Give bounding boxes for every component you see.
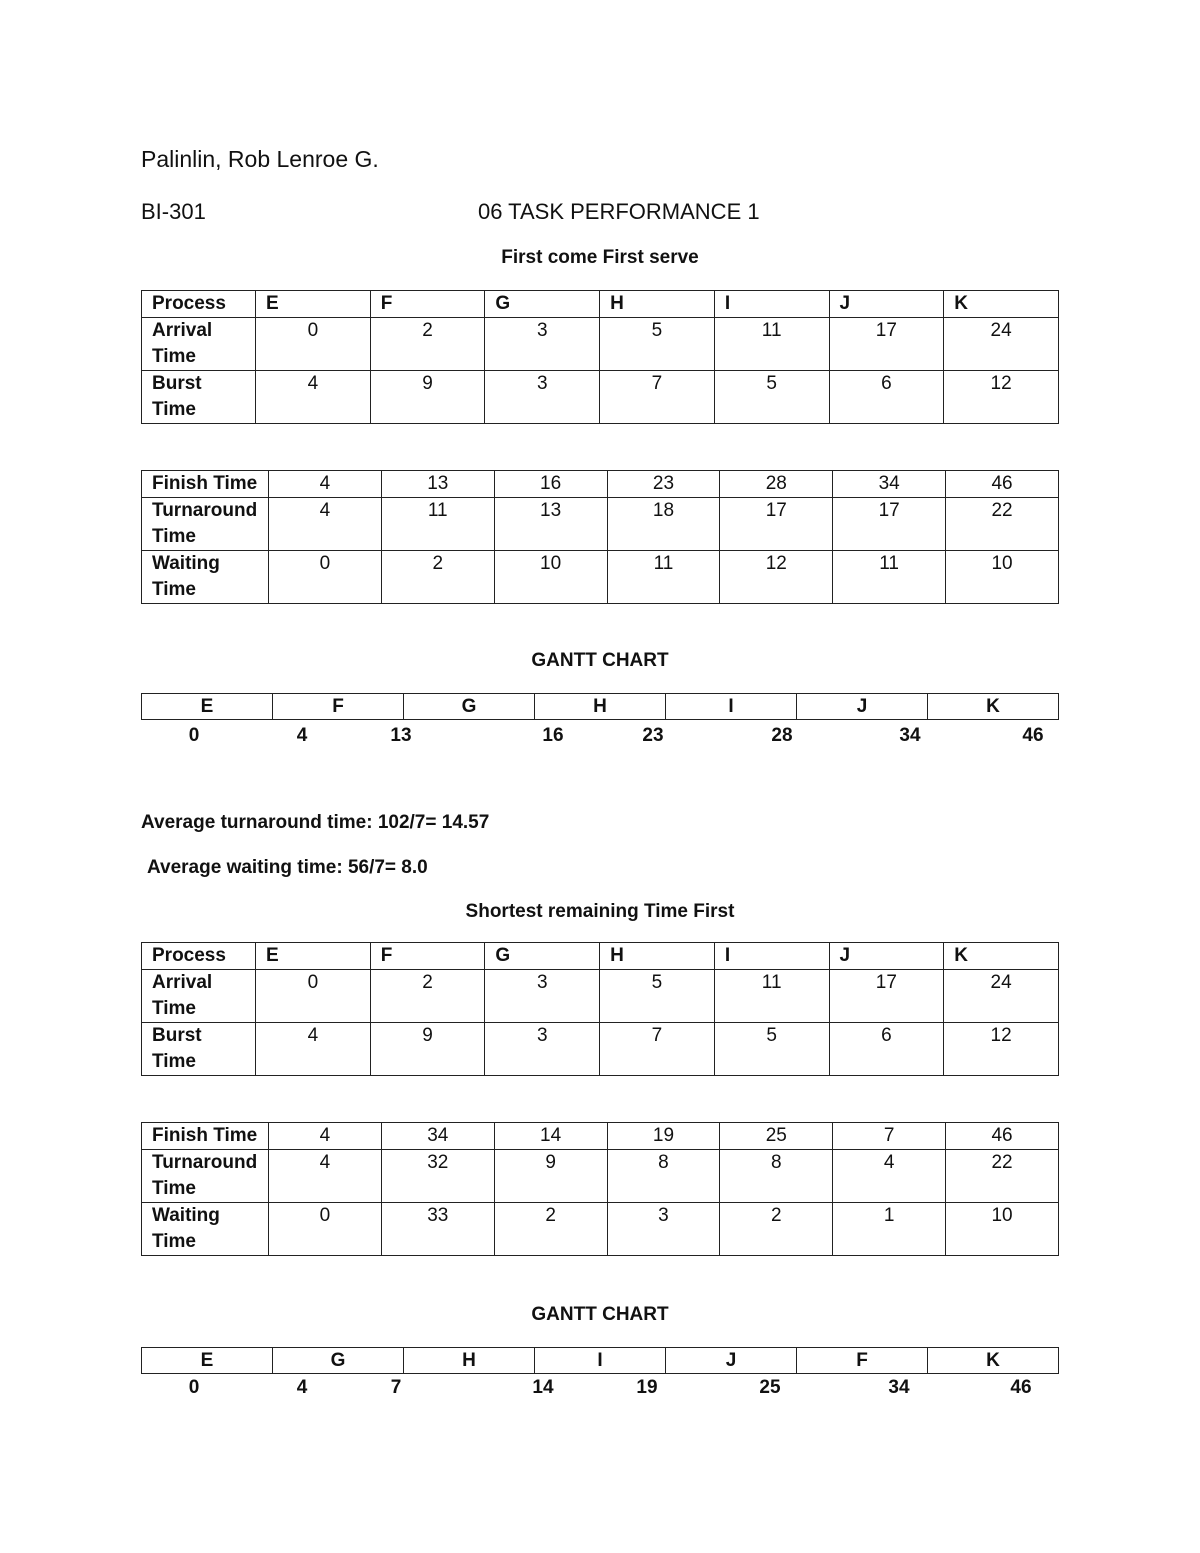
gantt-time-label: 4 bbox=[296, 1377, 308, 1398]
turnaround-cell: 22 bbox=[946, 1150, 1059, 1203]
waiting-cell: 10 bbox=[946, 551, 1059, 604]
gantt-row bbox=[142, 1348, 1059, 1374]
gantt-time-label: 13 bbox=[390, 725, 412, 746]
row-label: Waiting Time bbox=[142, 1203, 269, 1256]
fcfs-result-table bbox=[141, 470, 1059, 604]
gantt-time-label: 46 bbox=[1022, 725, 1044, 746]
gantt-process: G bbox=[273, 1348, 404, 1374]
burst-cell: 3 bbox=[485, 1023, 600, 1076]
table-row bbox=[142, 498, 1059, 551]
burst-cell: 7 bbox=[600, 371, 715, 424]
waiting-cell: 33 bbox=[381, 1203, 494, 1256]
burst-cell: 9 bbox=[370, 371, 485, 424]
finish-cell: 34 bbox=[381, 1123, 494, 1150]
waiting-cell: 2 bbox=[494, 1203, 607, 1256]
avg-turnaround: Average turnaround time: 102/7= 14.57 bbox=[141, 812, 490, 833]
turnaround-cell: 17 bbox=[833, 498, 946, 551]
gantt-time-label: 14 bbox=[532, 1377, 554, 1398]
gantt-time-label: 34 bbox=[888, 1377, 910, 1398]
turnaround-cell: 22 bbox=[946, 498, 1059, 551]
row-label: Arrival Time bbox=[142, 318, 256, 371]
arrival-cell: 0 bbox=[256, 970, 371, 1023]
table-row bbox=[142, 943, 1059, 970]
row-label: Finish Time bbox=[142, 1123, 269, 1150]
waiting-cell: 11 bbox=[607, 551, 720, 604]
turnaround-cell: 32 bbox=[381, 1150, 494, 1203]
burst-cell: 12 bbox=[944, 1023, 1059, 1076]
table-row bbox=[142, 1023, 1059, 1076]
gantt-process: H bbox=[535, 694, 666, 720]
process-cell: E bbox=[256, 291, 371, 318]
burst-cell: 9 bbox=[370, 1023, 485, 1076]
row-label: Burst Time bbox=[142, 1023, 256, 1076]
finish-cell: 23 bbox=[607, 471, 720, 498]
burst-cell: 7 bbox=[600, 1023, 715, 1076]
waiting-cell: 3 bbox=[607, 1203, 720, 1256]
student-name: Palinlin, Rob Lenroe G. bbox=[141, 146, 379, 172]
arrival-cell: 2 bbox=[370, 970, 485, 1023]
gantt-time-label: 34 bbox=[899, 725, 921, 746]
arrival-cell: 3 bbox=[485, 318, 600, 371]
turnaround-cell: 9 bbox=[494, 1150, 607, 1203]
table-row bbox=[142, 970, 1059, 1023]
srtf-gantt-title: GANTT CHART bbox=[531, 1304, 669, 1325]
gantt-process: F bbox=[797, 1348, 928, 1374]
arrival-cell: 5 bbox=[600, 318, 715, 371]
finish-cell: 46 bbox=[946, 471, 1059, 498]
gantt-process: I bbox=[666, 694, 797, 720]
table-row bbox=[142, 1203, 1059, 1256]
row-label: Arrival Time bbox=[142, 970, 256, 1023]
burst-cell: 5 bbox=[714, 1023, 829, 1076]
gantt-process: J bbox=[666, 1348, 797, 1374]
finish-cell: 7 bbox=[833, 1123, 946, 1150]
fcfs-gantt-title: GANTT CHART bbox=[531, 650, 669, 671]
turnaround-cell: 18 bbox=[607, 498, 720, 551]
arrival-cell: 17 bbox=[829, 318, 944, 371]
gantt-time-label: 4 bbox=[296, 725, 308, 746]
turnaround-cell: 17 bbox=[720, 498, 833, 551]
process-cell: K bbox=[944, 291, 1059, 318]
waiting-cell: 2 bbox=[381, 551, 494, 604]
burst-cell: 4 bbox=[256, 371, 371, 424]
process-cell: G bbox=[485, 943, 600, 970]
srtf-input-table bbox=[141, 942, 1059, 1076]
waiting-cell: 1 bbox=[833, 1203, 946, 1256]
gantt-time-label: 19 bbox=[636, 1377, 658, 1398]
turnaround-cell: 8 bbox=[607, 1150, 720, 1203]
gantt-process: J bbox=[797, 694, 928, 720]
row-label: Finish Time bbox=[142, 471, 269, 498]
process-cell: F bbox=[370, 943, 485, 970]
table-row bbox=[142, 291, 1059, 318]
row-label: Waiting Time bbox=[142, 551, 269, 604]
waiting-cell: 0 bbox=[269, 551, 382, 604]
process-cell: K bbox=[944, 943, 1059, 970]
section-code: BI-301 bbox=[141, 199, 206, 224]
process-cell: H bbox=[600, 943, 715, 970]
burst-cell: 6 bbox=[829, 1023, 944, 1076]
finish-cell: 14 bbox=[494, 1123, 607, 1150]
process-cell: G bbox=[485, 291, 600, 318]
burst-cell: 4 bbox=[256, 1023, 371, 1076]
gantt-process: K bbox=[928, 1348, 1059, 1374]
waiting-cell: 2 bbox=[720, 1203, 833, 1256]
arrival-cell: 11 bbox=[714, 970, 829, 1023]
turnaround-cell: 4 bbox=[833, 1150, 946, 1203]
gantt-process: H bbox=[404, 1348, 535, 1374]
waiting-cell: 0 bbox=[269, 1203, 382, 1256]
process-cell: J bbox=[829, 943, 944, 970]
waiting-cell: 12 bbox=[720, 551, 833, 604]
finish-cell: 16 bbox=[494, 471, 607, 498]
row-label: Turnaround Time bbox=[142, 498, 269, 551]
gantt-row bbox=[142, 694, 1059, 720]
gantt-time-label: 28 bbox=[771, 725, 793, 746]
turnaround-cell: 4 bbox=[269, 1150, 382, 1203]
gantt-time-label: 0 bbox=[188, 1377, 200, 1398]
row-label: Burst Time bbox=[142, 371, 256, 424]
table-row bbox=[142, 471, 1059, 498]
arrival-cell: 5 bbox=[600, 970, 715, 1023]
gantt-process: K bbox=[928, 694, 1059, 720]
process-cell: F bbox=[370, 291, 485, 318]
finish-cell: 28 bbox=[720, 471, 833, 498]
gantt-time-label: 16 bbox=[542, 725, 564, 746]
row-label: Process bbox=[142, 943, 256, 970]
fcfs-title: First come First serve bbox=[501, 247, 699, 268]
process-cell: E bbox=[256, 943, 371, 970]
table-row bbox=[142, 318, 1059, 371]
row-label: Process bbox=[142, 291, 256, 318]
table-row bbox=[142, 1123, 1059, 1150]
finish-cell: 34 bbox=[833, 471, 946, 498]
finish-cell: 4 bbox=[269, 1123, 382, 1150]
turnaround-cell: 13 bbox=[494, 498, 607, 551]
gantt-process: E bbox=[142, 1348, 273, 1374]
burst-cell: 3 bbox=[485, 371, 600, 424]
gantt-process: G bbox=[404, 694, 535, 720]
gantt-time-label: 25 bbox=[759, 1377, 781, 1398]
arrival-cell: 24 bbox=[944, 318, 1059, 371]
process-cell: I bbox=[714, 943, 829, 970]
srtf-title: Shortest remaining Time First bbox=[465, 901, 735, 922]
finish-cell: 13 bbox=[381, 471, 494, 498]
finish-cell: 4 bbox=[269, 471, 382, 498]
process-cell: H bbox=[600, 291, 715, 318]
arrival-cell: 3 bbox=[485, 970, 600, 1023]
srtf-result-table bbox=[141, 1122, 1059, 1256]
process-cell: J bbox=[829, 291, 944, 318]
arrival-cell: 17 bbox=[829, 970, 944, 1023]
table-row bbox=[142, 1150, 1059, 1203]
gantt-process: I bbox=[535, 1348, 666, 1374]
arrival-cell: 24 bbox=[944, 970, 1059, 1023]
gantt-process: E bbox=[142, 694, 273, 720]
burst-cell: 5 bbox=[714, 371, 829, 424]
burst-cell: 6 bbox=[829, 371, 944, 424]
finish-cell: 25 bbox=[720, 1123, 833, 1150]
table-row bbox=[142, 371, 1059, 424]
process-cell: I bbox=[714, 291, 829, 318]
waiting-cell: 11 bbox=[833, 551, 946, 604]
arrival-cell: 0 bbox=[256, 318, 371, 371]
gantt-time-label: 7 bbox=[390, 1377, 402, 1398]
gantt-time-label: 0 bbox=[188, 725, 200, 746]
waiting-cell: 10 bbox=[494, 551, 607, 604]
fcfs-gantt-chart bbox=[141, 693, 1059, 720]
gantt-time-label: 46 bbox=[1010, 1377, 1032, 1398]
turnaround-cell: 4 bbox=[269, 498, 382, 551]
turnaround-cell: 8 bbox=[720, 1150, 833, 1203]
waiting-cell: 10 bbox=[946, 1203, 1059, 1256]
srtf-gantt-chart bbox=[141, 1347, 1059, 1374]
avg-waiting: Average waiting time: 56/7= 8.0 bbox=[147, 857, 428, 878]
finish-cell: 19 bbox=[607, 1123, 720, 1150]
burst-cell: 12 bbox=[944, 371, 1059, 424]
task-title: 06 TASK PERFORMANCE 1 bbox=[478, 199, 760, 224]
gantt-process: F bbox=[273, 694, 404, 720]
turnaround-cell: 11 bbox=[381, 498, 494, 551]
table-row bbox=[142, 551, 1059, 604]
arrival-cell: 11 bbox=[714, 318, 829, 371]
gantt-time-label: 23 bbox=[642, 725, 664, 746]
finish-cell: 46 bbox=[946, 1123, 1059, 1150]
fcfs-input-table bbox=[141, 290, 1059, 424]
arrival-cell: 2 bbox=[370, 318, 485, 371]
row-label: Turnaround Time bbox=[142, 1150, 269, 1203]
